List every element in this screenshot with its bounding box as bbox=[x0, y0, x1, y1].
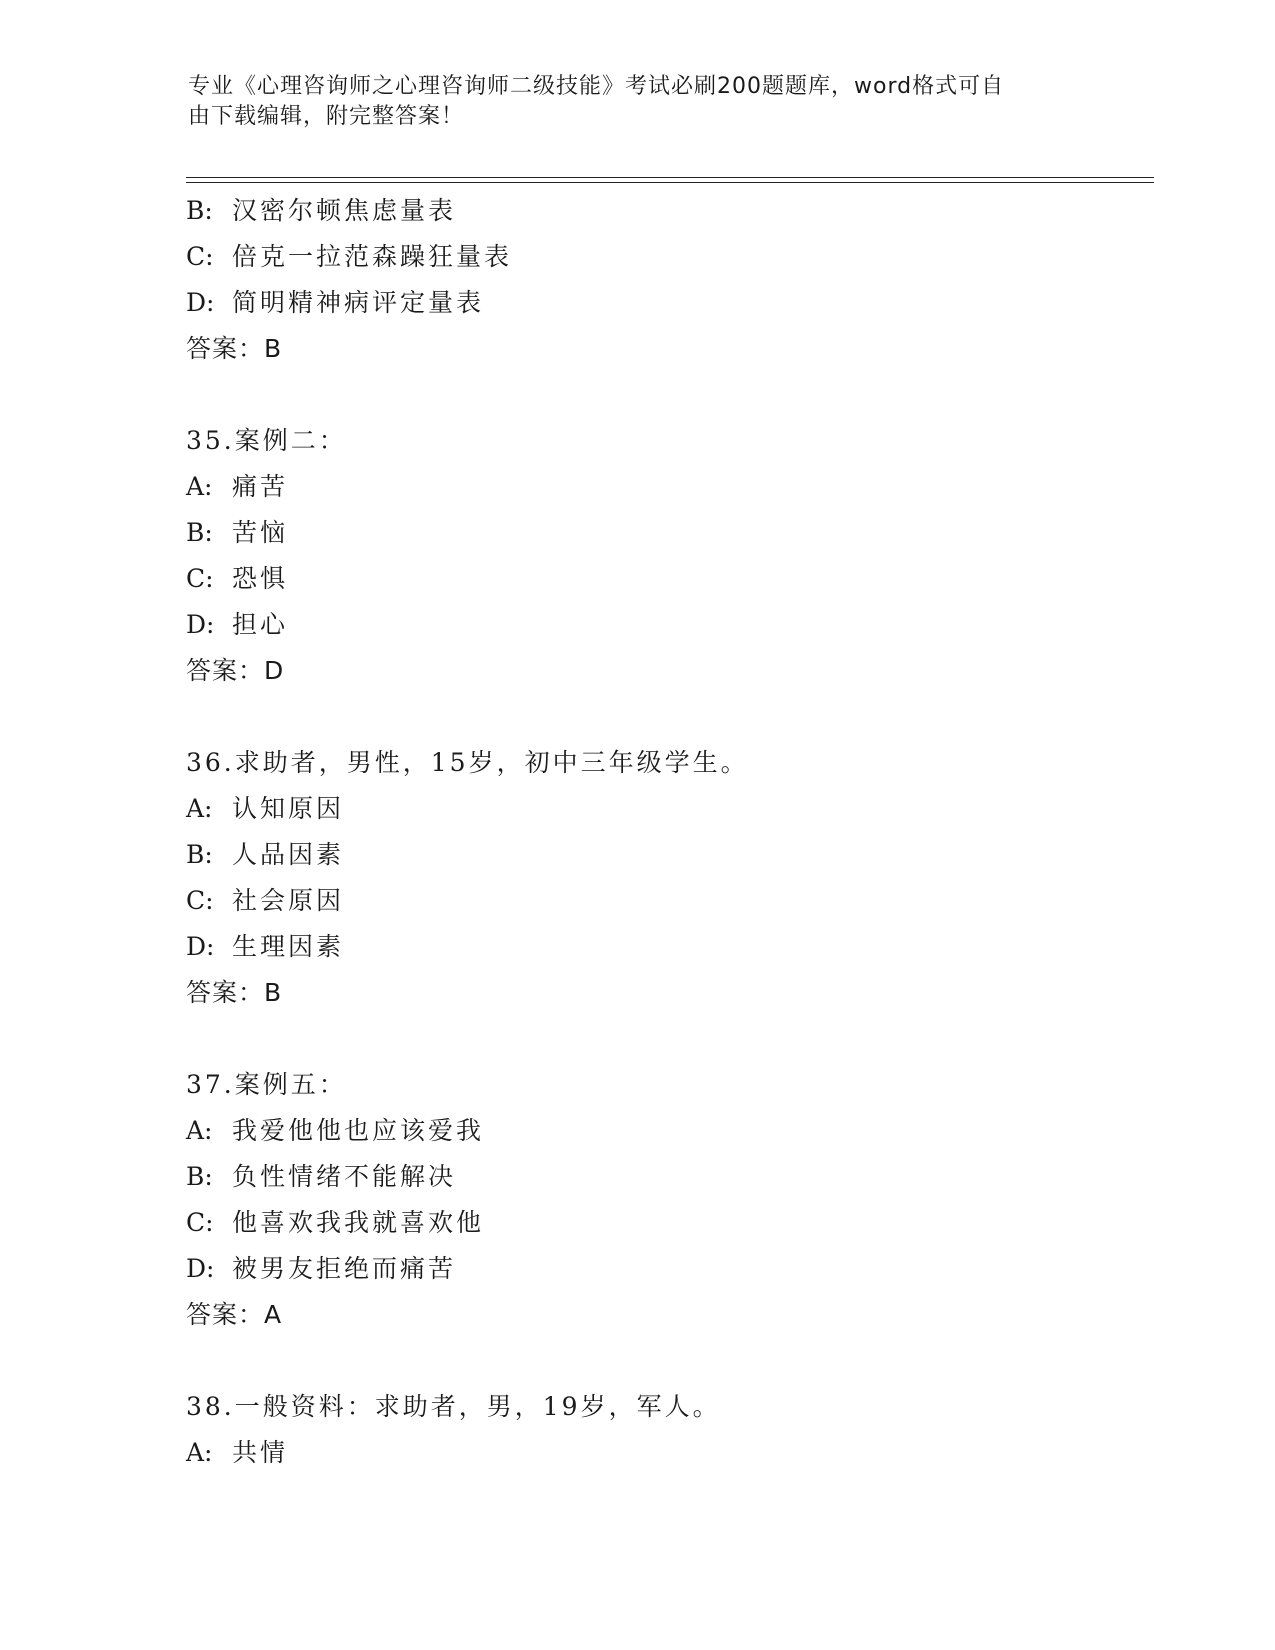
header-divider-bottom bbox=[186, 182, 1154, 183]
question-38 bbox=[186, 1384, 1146, 1476]
option bbox=[186, 1200, 1146, 1246]
question-list bbox=[186, 188, 1146, 1476]
header-divider-top bbox=[186, 177, 1154, 178]
option-text: 生理因素 bbox=[232, 932, 345, 961]
option-text: 共情 bbox=[232, 1438, 289, 1467]
option-key: C: bbox=[186, 564, 214, 593]
option-key: B: bbox=[186, 518, 213, 547]
option-key: B: bbox=[186, 840, 213, 869]
question-34-continued bbox=[186, 188, 1146, 372]
option-key: D: bbox=[186, 932, 215, 961]
question-37 bbox=[186, 1062, 1146, 1338]
option-key: A: bbox=[186, 794, 213, 823]
option-text: 简明精神病评定量表 bbox=[232, 288, 485, 317]
option bbox=[186, 188, 1146, 234]
option-key: C: bbox=[186, 886, 214, 915]
option-text: 痛苦 bbox=[232, 472, 289, 501]
option-text: 担心 bbox=[232, 610, 289, 639]
option-key: B: bbox=[186, 1162, 213, 1191]
option-key: B: bbox=[186, 196, 213, 225]
document-header bbox=[188, 72, 1088, 132]
option-text: 社会原因 bbox=[232, 886, 345, 915]
option-text: 他喜欢我我就喜欢他 bbox=[232, 1208, 485, 1237]
option-text: 汉密尔顿焦虑量表 bbox=[232, 196, 457, 225]
option-text: 负性情绪不能解决 bbox=[232, 1162, 457, 1191]
spacer bbox=[186, 694, 1146, 740]
spacer bbox=[186, 372, 1146, 418]
option bbox=[186, 832, 1146, 878]
option-text: 人品因素 bbox=[232, 840, 345, 869]
option bbox=[186, 878, 1146, 924]
question-stem: 38.一般资料：求助者，男，19岁，军人。 bbox=[186, 1392, 721, 1421]
option-text: 被男友拒绝而痛苦 bbox=[232, 1254, 457, 1283]
answer-line: 答案：B bbox=[186, 978, 283, 1007]
question-stem: 35.案例二： bbox=[186, 426, 347, 455]
option bbox=[186, 924, 1146, 970]
option bbox=[186, 280, 1146, 326]
option-key: D: bbox=[186, 1254, 215, 1283]
option-key: A: bbox=[186, 1116, 213, 1145]
option-key: A: bbox=[186, 472, 213, 501]
option-key: D: bbox=[186, 288, 215, 317]
spacer bbox=[186, 1338, 1146, 1384]
answer-line: 答案：D bbox=[186, 656, 285, 685]
option bbox=[186, 1154, 1146, 1200]
question-35 bbox=[186, 418, 1146, 694]
option-key: C: bbox=[186, 242, 214, 271]
option-text: 我爱他他也应该爱我 bbox=[232, 1116, 485, 1145]
option bbox=[186, 464, 1146, 510]
spacer bbox=[186, 1016, 1146, 1062]
option bbox=[186, 1108, 1146, 1154]
question-36 bbox=[186, 740, 1146, 1016]
option-key: A: bbox=[186, 1438, 213, 1467]
question-stem: 36.求助者，男性，15岁，初中三年级学生。 bbox=[186, 748, 749, 777]
option bbox=[186, 234, 1146, 280]
question-stem: 37.案例五： bbox=[186, 1070, 347, 1099]
option-text: 倍克一拉范森躁狂量表 bbox=[232, 242, 513, 271]
option bbox=[186, 602, 1146, 648]
option bbox=[186, 1430, 1146, 1476]
option bbox=[186, 1246, 1146, 1292]
answer-line: 答案：A bbox=[186, 1300, 283, 1329]
option-key: D: bbox=[186, 610, 215, 639]
header-line-2: 由下载编辑，附完整答案！ bbox=[188, 104, 465, 129]
option bbox=[186, 786, 1146, 832]
option bbox=[186, 510, 1146, 556]
option-text: 苦恼 bbox=[232, 518, 289, 547]
header-line-1: 专业《心理咨询师之心理咨询师二级技能》考试必刷200题题库，word格式可自 bbox=[188, 74, 1005, 99]
answer-line: 答案：B bbox=[186, 334, 283, 363]
option-key: C: bbox=[186, 1208, 214, 1237]
option-text: 认知原因 bbox=[232, 794, 345, 823]
option bbox=[186, 556, 1146, 602]
option-text: 恐惧 bbox=[232, 564, 289, 593]
